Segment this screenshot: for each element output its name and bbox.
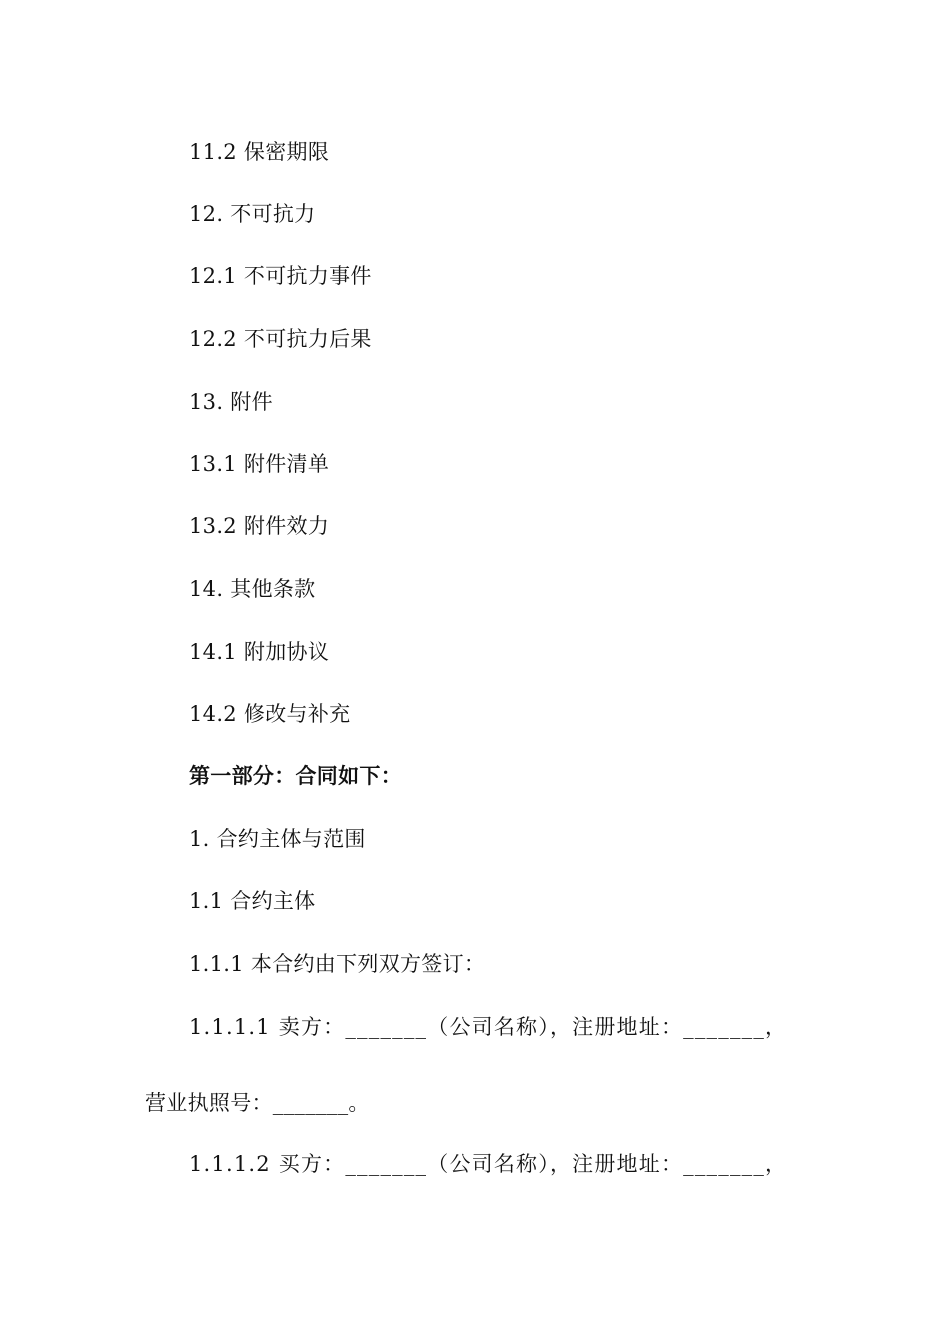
toc-line-14: 14. 其他条款 bbox=[189, 577, 316, 601]
toc-line-13-2: 13.2 附件效力 bbox=[189, 514, 330, 538]
toc-line-14-1: 14.1 附加协议 bbox=[189, 640, 330, 664]
toc-line-14-2: 14.2 修改与补充 bbox=[189, 702, 351, 726]
toc-line-12-2: 12.2 不可抗力后果 bbox=[189, 327, 372, 351]
toc-line-12-1: 12.1 不可抗力事件 bbox=[189, 264, 372, 288]
clause-seller: 1.1.1.1 卖方：_______（公司名称），注册地址：_______， bbox=[189, 1015, 788, 1039]
clause-1: 1. 合约主体与范围 bbox=[189, 827, 366, 851]
section-heading: 第一部分：合同如下： bbox=[189, 763, 402, 788]
toc-line-13: 13. 附件 bbox=[189, 390, 273, 414]
clause-1-1-1: 1.1.1 本合约由下列双方签订： bbox=[189, 952, 486, 976]
toc-line-13-1: 13.1 附件清单 bbox=[189, 452, 330, 476]
toc-line-11-2: 11.2 保密期限 bbox=[189, 140, 330, 164]
clause-seller-continued: 营业执照号：_______。 bbox=[145, 1091, 370, 1115]
toc-line-12: 12. 不可抗力 bbox=[189, 202, 316, 226]
clause-1-1: 1.1 合约主体 bbox=[189, 889, 316, 913]
clause-buyer: 1.1.1.2 买方：_______（公司名称），注册地址：_______， bbox=[189, 1152, 788, 1176]
